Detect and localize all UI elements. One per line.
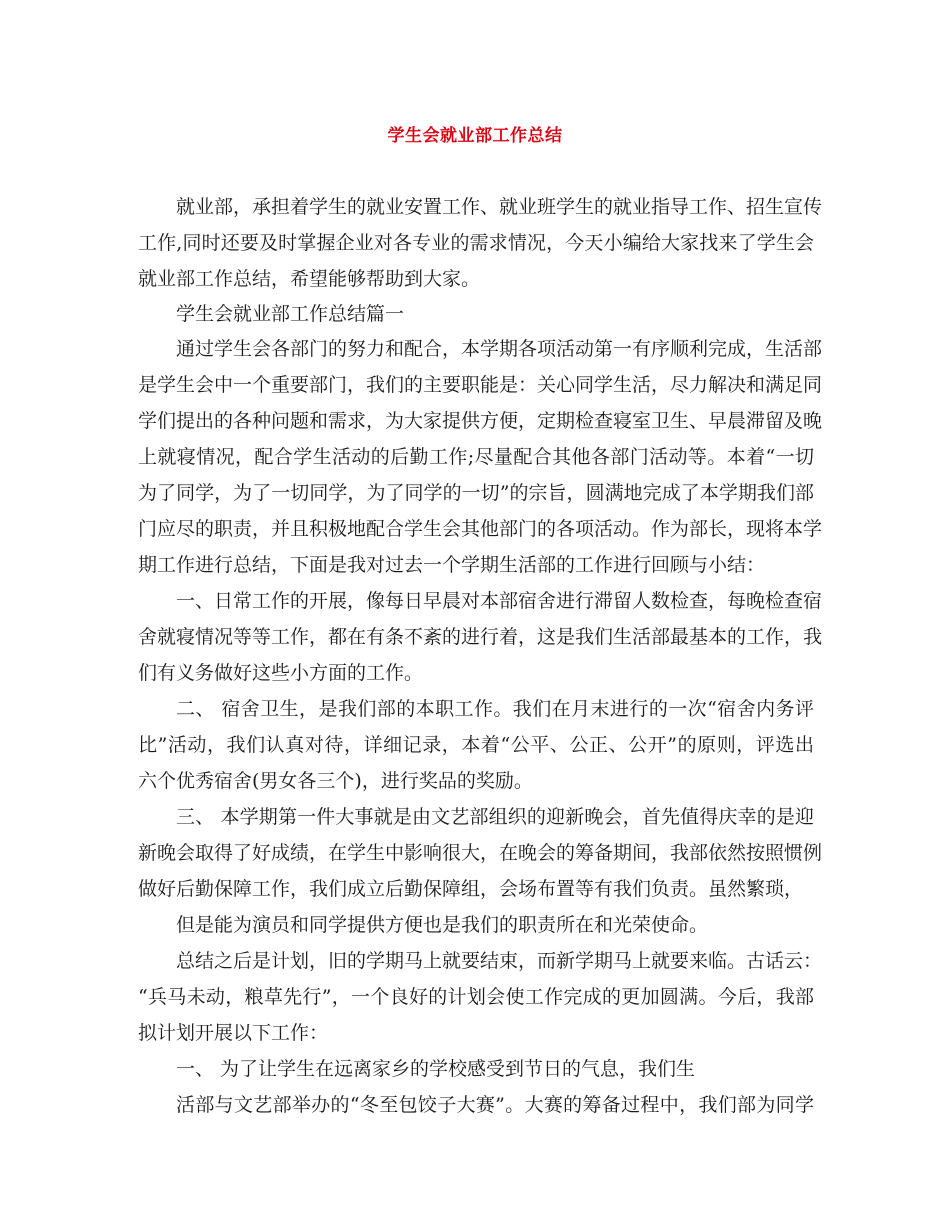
text-line: 们有义务做好这些小方面的工作。: [138, 662, 424, 684]
text-line: 做好后勤保障工作，我们成立后勤保障组，会场布置等有我们负责。虽然繁琐，: [138, 878, 804, 900]
text-line: 是学生会中一个重要部门，我们的主要职能是：关心同学生活，尽力解决和满足同: [138, 374, 823, 396]
text-line: 门应尽的职责，并且积极地配合学生会其他部门的各项活动。作为部长，现将本学: [138, 518, 823, 540]
text-line: 就业部工作总结，希望能够帮助到大家。: [138, 268, 481, 290]
text-line: 六个优秀宿舍(男女各三个)，进行奖品的奖励。: [138, 770, 533, 792]
text-line: 二、 宿舍卫生，是我们部的本职工作。我们在月末进行的一次“宿舍内务评: [176, 698, 814, 720]
text-line: 通过学生会各部门的努力和配合，本学期各项活动第一有序顺利完成，生活部: [176, 338, 823, 360]
text-line: 比”活动，我们认真对待，详细记录，本着“公平、公正、公开”的原则，评选出: [138, 734, 814, 756]
text-line: 但是能为演员和同学提供方便也是我们的职责所在和光荣使命。: [176, 914, 709, 936]
text-line: 新晚会取得了好成绩，在学生中影响很大，在晚会的筹备期间，我部依然按照惯例: [138, 842, 823, 864]
text-line: 总结之后是计划，旧的学期马上就要结束，而新学期马上就要来临。古话云：: [176, 950, 823, 972]
text-line: 就业部，承担着学生的就业安置工作、就业班学生的就业指导工作、招生宣传: [176, 196, 823, 218]
text-line: 一、 为了让学生在远离家乡的学校感受到节日的气息，我们生: [176, 1058, 696, 1080]
text-line: 舍就寝情况等等工作，都在有条不紊的进行着，这是我们生活部最基本的工作，我: [138, 626, 823, 648]
text-line: 三、 本学期第一件大事就是由文艺部组织的迎新晚会，首先值得庆幸的是迎: [176, 806, 814, 828]
text-line: 学们提出的各种问题和需求，为大家提供方便，定期检查寝室卫生、早晨滞留及晚: [138, 410, 823, 432]
text-line: 活部与文艺部举办的“冬至包饺子大赛”。大赛的筹备过程中，我们部为同学: [176, 1094, 814, 1116]
text-line: 工作,同时还要及时掌握企业对各专业的需求情况，今天小编给大家找来了学生会: [138, 232, 814, 254]
section-heading: 学生会就业部工作总结篇一: [176, 303, 405, 325]
text-line: 期工作进行总结，下面是我对过去一个学期生活部的工作进行回顾与小结：: [138, 554, 766, 576]
text-line: 一、日常工作的开展，像每日早晨对本部宿舍进行滞留人数检查，每晚检查宿: [176, 590, 823, 612]
text-line: “兵马未动，粮草先行”，一个良好的计划会使工作完成的更加圆满。今后，我部: [138, 986, 814, 1008]
text-line: 上就寝情况，配合学生活动的后勤工作;尽量配合其他各部门活动等。本着“一切: [138, 446, 814, 468]
document-title: 学生会就业部工作总结: [387, 126, 563, 146]
text-line: 为了同学，为了一切同学，为了同学的一切”的宗旨，圆满地完成了本学期我们部: [138, 482, 814, 504]
text-line: 拟计划开展以下工作：: [138, 1022, 329, 1044]
